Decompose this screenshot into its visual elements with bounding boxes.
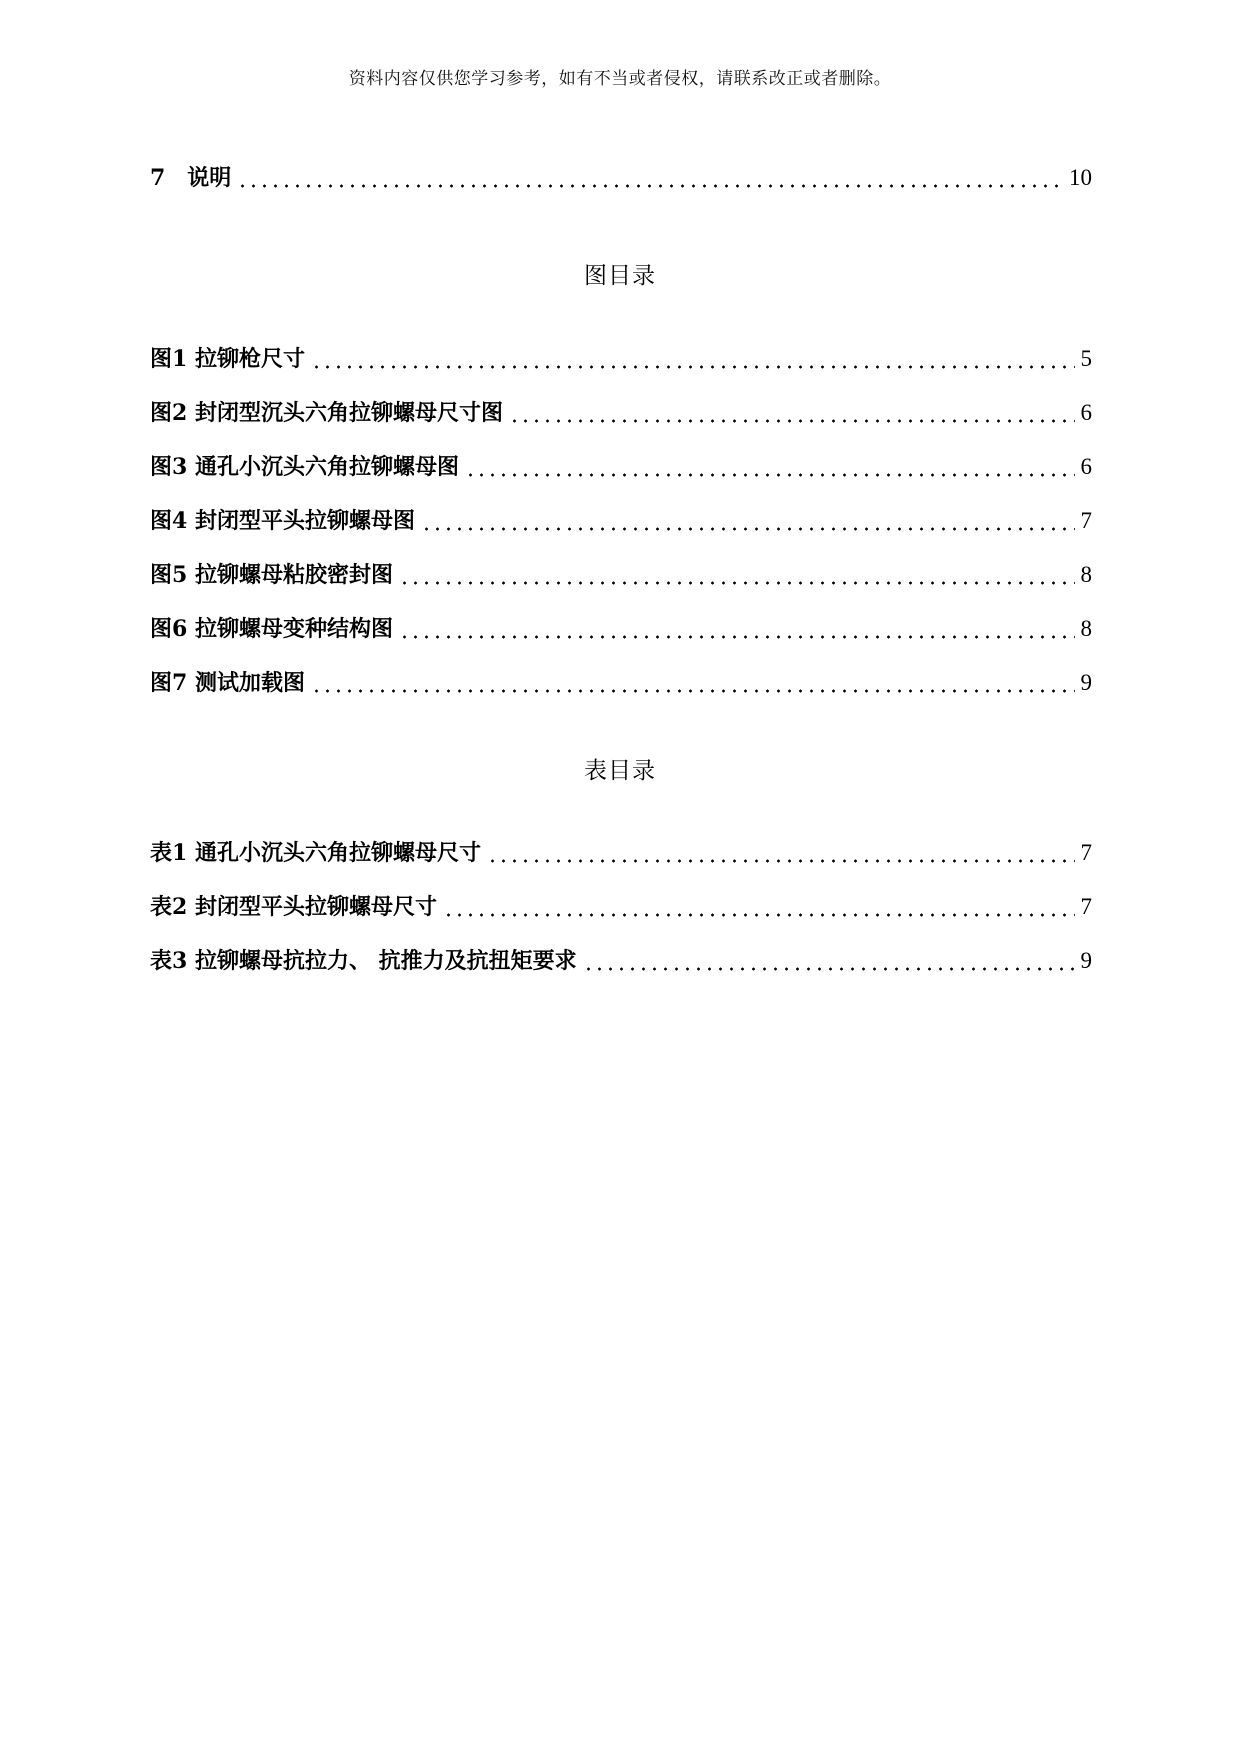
figure-entry-2[interactable] bbox=[150, 396, 1092, 430]
figure-list-title: 图目录 bbox=[584, 263, 656, 289]
figure-entry-page: 7 bbox=[1080, 508, 1092, 533]
figure-entry-4[interactable] bbox=[150, 504, 1092, 538]
figure-entry-page: 8 bbox=[1080, 562, 1092, 587]
toc-dot-leader bbox=[237, 183, 1063, 189]
table-entry-label: 表3 拉铆螺母抗拉力、 抗推力及抗扭矩要求 bbox=[150, 948, 577, 974]
table-entry-page: 7 bbox=[1080, 840, 1092, 865]
toc-dot-leader bbox=[399, 634, 1075, 640]
figure-entry-5[interactable] bbox=[150, 558, 1092, 592]
table-entry-3[interactable] bbox=[150, 944, 1092, 978]
figure-entry-label: 图7 测试加载图 bbox=[150, 670, 305, 696]
toc-dot-leader bbox=[583, 966, 1075, 972]
toc-dot-leader bbox=[487, 858, 1075, 864]
figure-entry-page: 6 bbox=[1080, 400, 1092, 425]
figure-entry-label: 图3 通孔小沉头六角拉铆螺母图 bbox=[150, 454, 459, 480]
figure-entry-label: 图2 封闭型沉头六角拉铆螺母尺寸图 bbox=[150, 400, 503, 426]
table-entry-label: 表1 通孔小沉头六角拉铆螺母尺寸 bbox=[150, 840, 481, 866]
figure-entry-label: 图6 拉铆螺母变种结构图 bbox=[150, 616, 393, 642]
figure-entry-page: 8 bbox=[1080, 616, 1092, 641]
toc-dot-leader bbox=[465, 472, 1075, 478]
figure-entry-6[interactable] bbox=[150, 612, 1092, 646]
toc-dot-leader bbox=[311, 364, 1075, 370]
figure-entry-label: 图1 拉铆枪尺寸 bbox=[150, 346, 305, 372]
table-entry-1[interactable] bbox=[150, 836, 1092, 870]
figure-entry-1[interactable] bbox=[150, 342, 1092, 376]
figure-entry-page: 6 bbox=[1080, 454, 1092, 479]
toc-dot-leader bbox=[421, 526, 1075, 532]
header-disclaimer: 资料内容仅供您学习参考，如有不当或者侵权，请联系改正或者删除。 bbox=[348, 69, 892, 89]
toc-dot-leader bbox=[509, 418, 1075, 424]
figure-entry-page: 9 bbox=[1080, 670, 1092, 695]
table-entry-page: 9 bbox=[1080, 948, 1092, 973]
table-entry-label: 表2 封闭型平头拉铆螺母尺寸 bbox=[150, 894, 437, 920]
figure-entry-3[interactable] bbox=[150, 450, 1092, 484]
toc-entry-label: 7 说明 bbox=[150, 165, 232, 191]
toc-entry-7[interactable] bbox=[150, 161, 1092, 195]
toc-dot-leader bbox=[311, 688, 1075, 694]
figure-entry-label: 图5 拉铆螺母粘胶密封图 bbox=[150, 562, 393, 588]
table-entry-page: 7 bbox=[1080, 894, 1092, 919]
toc-entry-page: 10 bbox=[1069, 165, 1092, 190]
toc-dot-leader bbox=[443, 912, 1075, 918]
table-entry-2[interactable] bbox=[150, 890, 1092, 924]
figure-entry-page: 5 bbox=[1080, 346, 1092, 371]
table-list-title: 表目录 bbox=[584, 758, 656, 784]
toc-dot-leader bbox=[399, 580, 1075, 586]
figure-entry-label: 图4 封闭型平头拉铆螺母图 bbox=[150, 508, 415, 534]
figure-entry-7[interactable] bbox=[150, 666, 1092, 700]
